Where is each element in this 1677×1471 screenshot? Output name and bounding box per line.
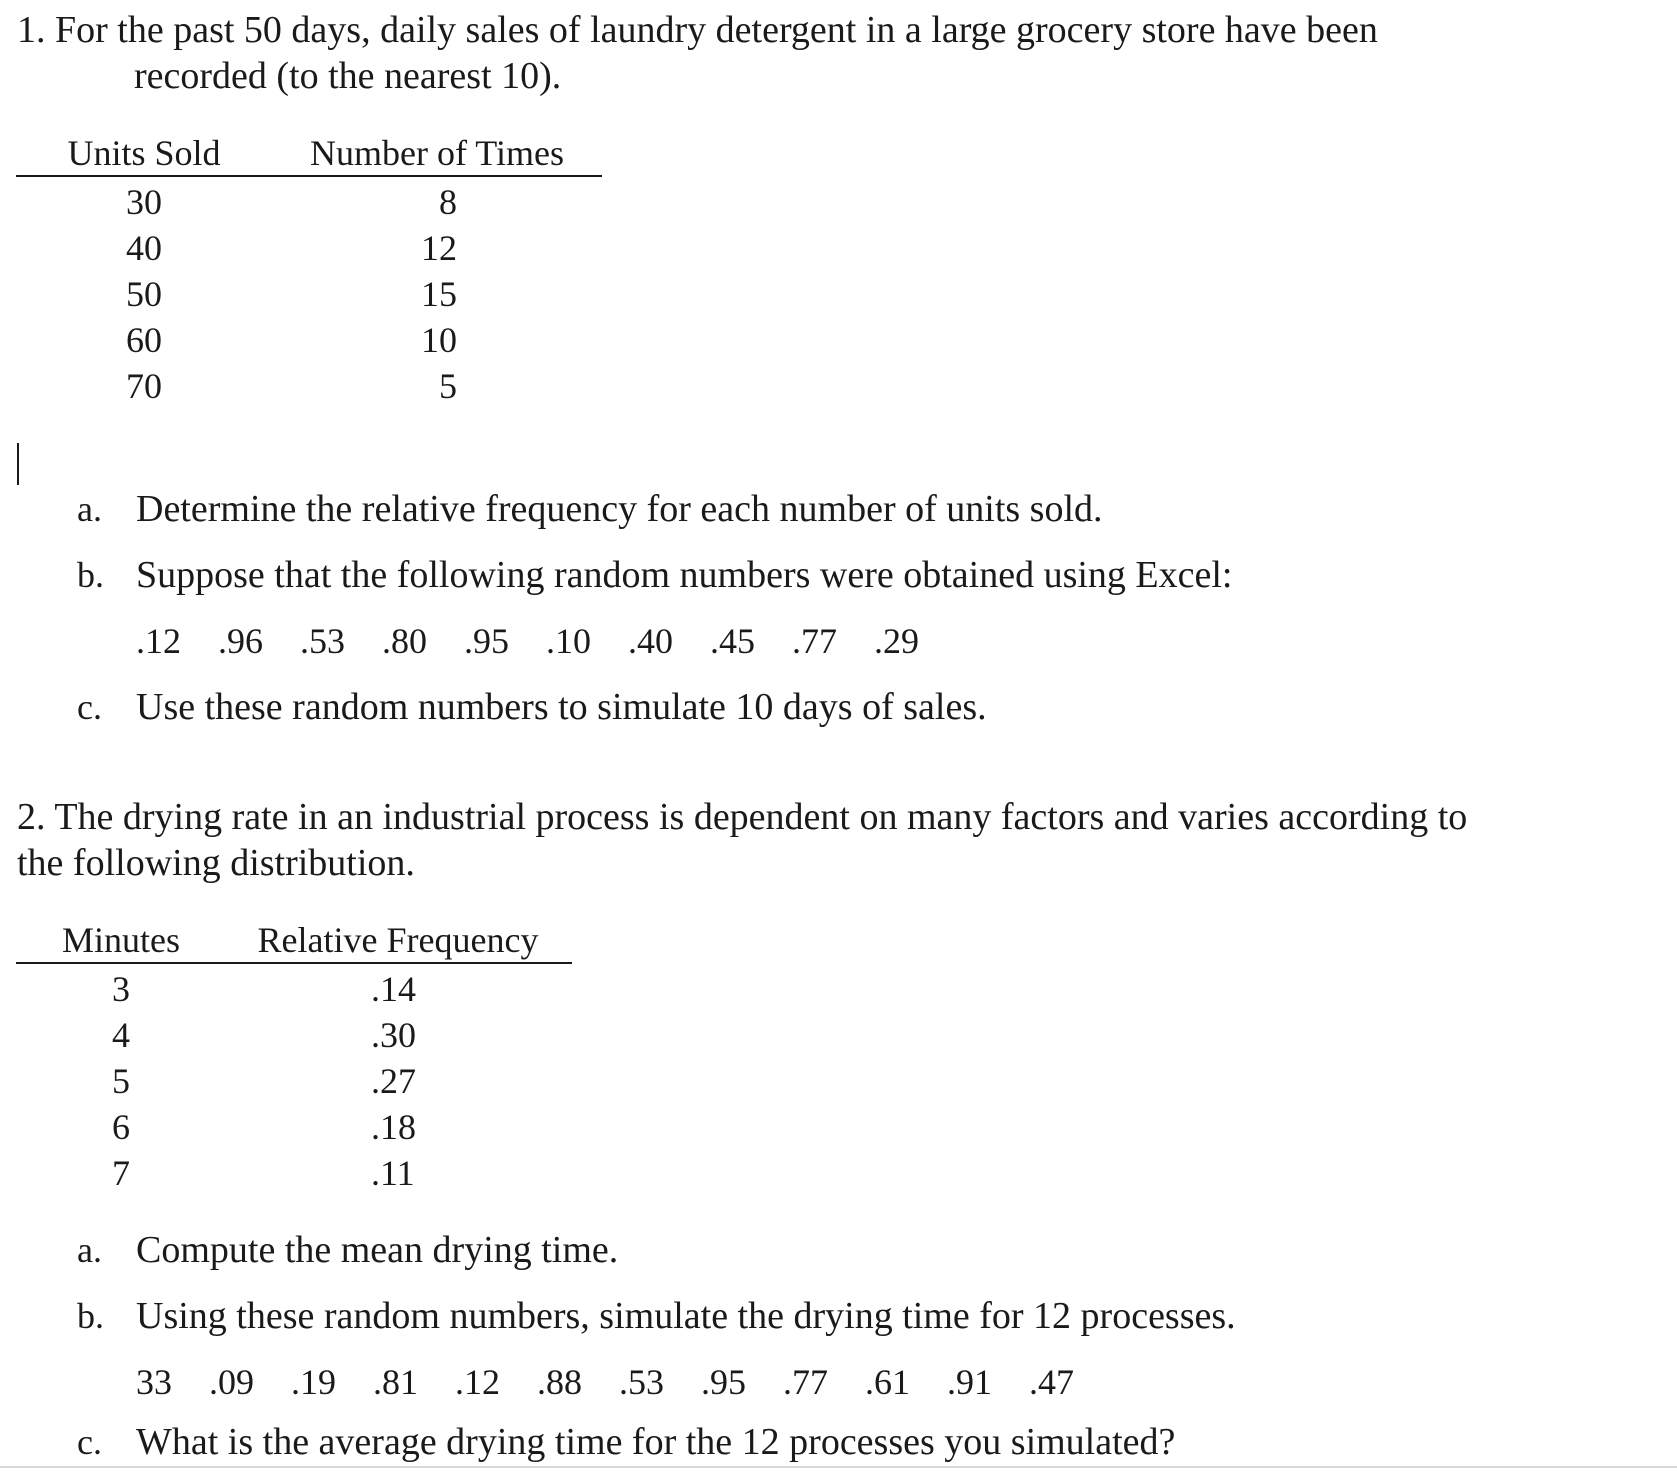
table-cell: 50: [126, 274, 162, 314]
random-number: .45: [710, 621, 755, 661]
table-cell: 70: [126, 366, 162, 406]
table-cell: .27: [371, 1061, 416, 1101]
q2-random-numbers: [136, 1360, 1102, 1404]
table-cell: 3: [112, 969, 130, 1009]
random-number: .95: [464, 621, 509, 661]
random-number: 33: [136, 1362, 172, 1402]
table-cell: 30: [126, 182, 162, 222]
random-number: .95: [701, 1362, 746, 1402]
random-number: .12: [136, 621, 181, 661]
q2-part-b-label: b.: [77, 1296, 104, 1336]
q2-stem-line1: 2. The drying rate in an industrial process is dependent on many factors and varies according to: [17, 796, 1468, 838]
random-number: .09: [209, 1362, 254, 1402]
table-cell: 40: [126, 228, 162, 268]
q2-part-b-text: Using these random numbers, simulate the drying time for 12 processes.: [136, 1295, 1236, 1337]
q1-stem-line2: recorded (to the nearest 10).: [134, 55, 562, 97]
q1-header-rule: [16, 175, 602, 177]
random-number: .61: [865, 1362, 910, 1402]
random-number: .10: [546, 621, 591, 661]
q2-part-c-label: c.: [77, 1422, 102, 1462]
random-number: .77: [783, 1362, 828, 1402]
random-number: .53: [300, 621, 345, 661]
random-number: .29: [874, 621, 919, 661]
table-cell: 10: [421, 320, 457, 360]
q1-random-numbers: [136, 619, 947, 663]
q1-part-b-text: Suppose that the following random numbers were obtained using Excel:: [136, 554, 1233, 596]
page-bottom-edge: [0, 1466, 1677, 1468]
text-cursor: [17, 443, 19, 485]
random-number: .19: [291, 1362, 336, 1402]
table-cell: .18: [371, 1107, 416, 1147]
q2-part-a-label: a.: [77, 1230, 102, 1270]
random-number: .47: [1029, 1362, 1074, 1402]
q1-part-b-label: b.: [77, 555, 104, 595]
q1-part-a-text: Determine the relative frequency for each number of units sold.: [136, 488, 1103, 530]
random-number: .91: [947, 1362, 992, 1402]
table-cell: 5: [439, 366, 457, 406]
table-cell: .30: [371, 1015, 416, 1055]
q2-header-rule: [16, 962, 572, 964]
table-cell: 7: [112, 1153, 130, 1193]
random-number: .77: [792, 621, 837, 661]
q1-header-units-sold: Units Sold: [67, 133, 221, 173]
random-number: .53: [619, 1362, 664, 1402]
random-number: .81: [373, 1362, 418, 1402]
random-number: .88: [537, 1362, 582, 1402]
table-cell: 12: [421, 228, 457, 268]
q1-part-c-label: c.: [77, 687, 102, 727]
q1-stem-line1: 1. For the past 50 days, daily sales of laundry detergent in a large grocery store have been: [17, 9, 1378, 51]
table-cell: 4: [112, 1015, 130, 1055]
table-cell: 6: [112, 1107, 130, 1147]
q1-part-c-text: Use these random numbers to simulate 10 days of sales.: [136, 686, 987, 728]
table-cell: .14: [371, 969, 416, 1009]
q2-header-relative-frequency: Relative Frequency: [257, 920, 539, 960]
table-cell: 8: [439, 182, 457, 222]
q1-part-a-label: a.: [77, 489, 102, 529]
table-cell: 15: [421, 274, 457, 314]
q2-part-c-text: What is the average drying time for the 12 processes you simulated?: [136, 1421, 1176, 1463]
random-number: .12: [455, 1362, 500, 1402]
table-cell: .11: [371, 1153, 415, 1193]
random-number: .40: [628, 621, 673, 661]
q2-part-a-text: Compute the mean drying time.: [136, 1229, 619, 1271]
random-number: .80: [382, 621, 427, 661]
q2-header-minutes: Minutes: [61, 920, 181, 960]
table-cell: 60: [126, 320, 162, 360]
q1-header-number-of-times: Number of Times: [309, 133, 565, 173]
q2-stem-line2: the following distribution.: [17, 842, 415, 884]
random-number: .96: [218, 621, 263, 661]
table-cell: 5: [112, 1061, 130, 1101]
